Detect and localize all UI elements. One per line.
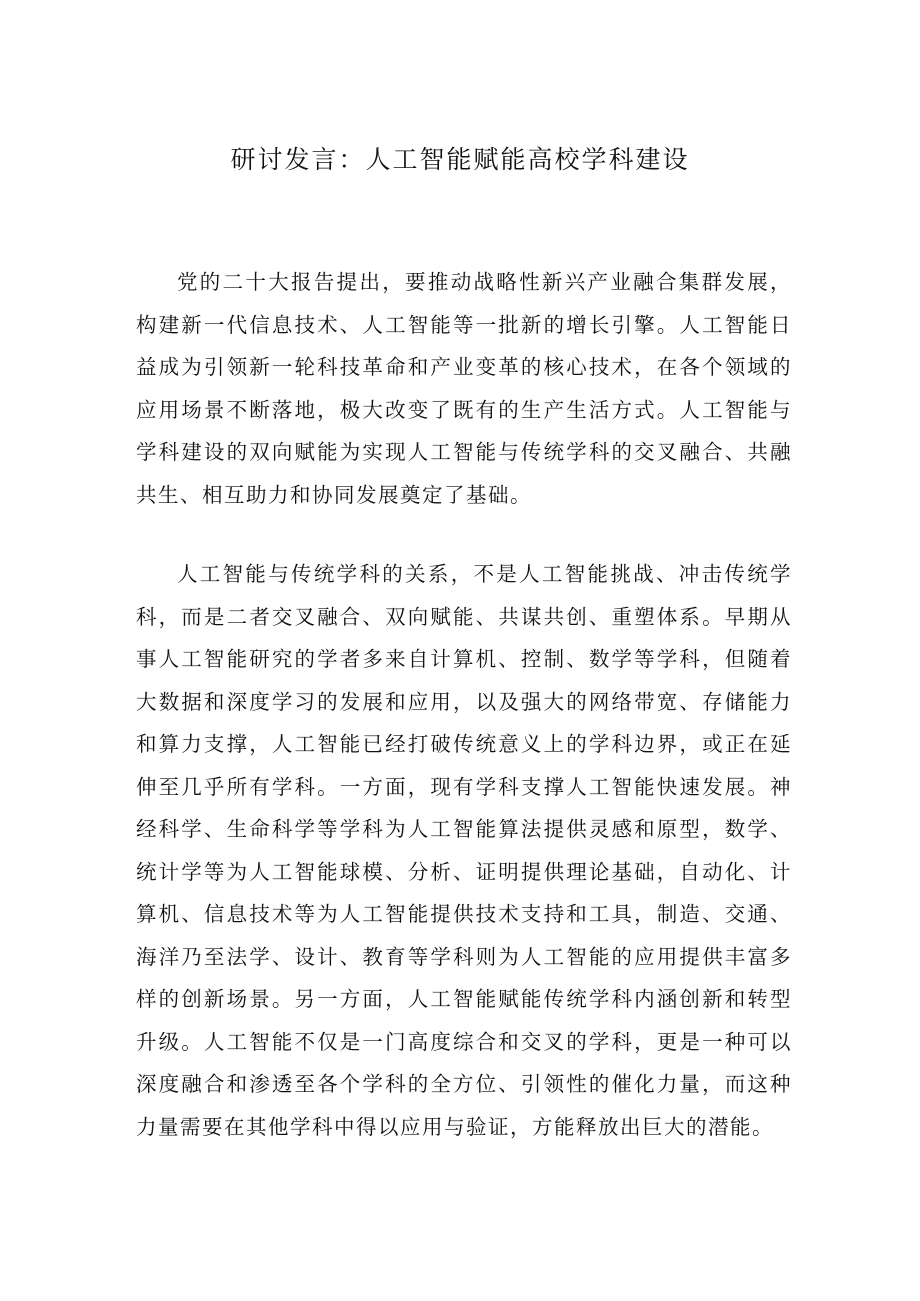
paragraph-2: 人工智能与传统学科的关系，不是人工智能挑战、冲击传统学科，而是二者交叉融合、双向赋能、共谋共创、重塑体系。早期从事人工智能研究的学者多来自计算机、控制、数学等学科，但随着大数据和深度学习的发展和应用，以及强大的网络带宽、存储能力和算力支撑，人工智能已经打破传统意义上的学科边界，或正在延伸至几乎所有学科。一方面，现有学科支撑人工智能快速发展。神经科学、生命科学等学科为人工智能算法提供灵感和原型，数学、统计学等为人工智能球模、分析、证明提供理论基础，自动化、计算机、信息技术等为人工智能提供技术支持和工具，制造、交通、海洋乃至法学、设计、教育等学科则为人工智能的应用提供丰富多样的创新场景。另一方面，人工智能赋能传统学科内涵创新和转型升级。人工智能不仅是一门高度综合和交叉的学科，更是一种可以深度融合和渗透至各个学科的全方位、引领性的催化力量，而这种力量需要在其他学科中得以应用与验证，方能释放出巨大的潜能。 (136, 562, 792, 1139)
document-title: 研讨发言：人工智能赋能高校学科建设 (230, 145, 690, 174)
paragraph-1: 党的二十大报告提出，要推动战略性新兴产业融合集群发展，构建新一代信息技术、人工智能等一批新的增长引擎。人工智能日益成为引领新一轮科技革命和产业变革的核心技术，在各个领域的应用场景不断落地，极大改变了既有的生产生活方式。人工智能与学科建设的双向赋能为实现人工智能与传统学科的交叉融合、共融共生、相互助力和协同发展奠定了基础。 (136, 270, 792, 507)
